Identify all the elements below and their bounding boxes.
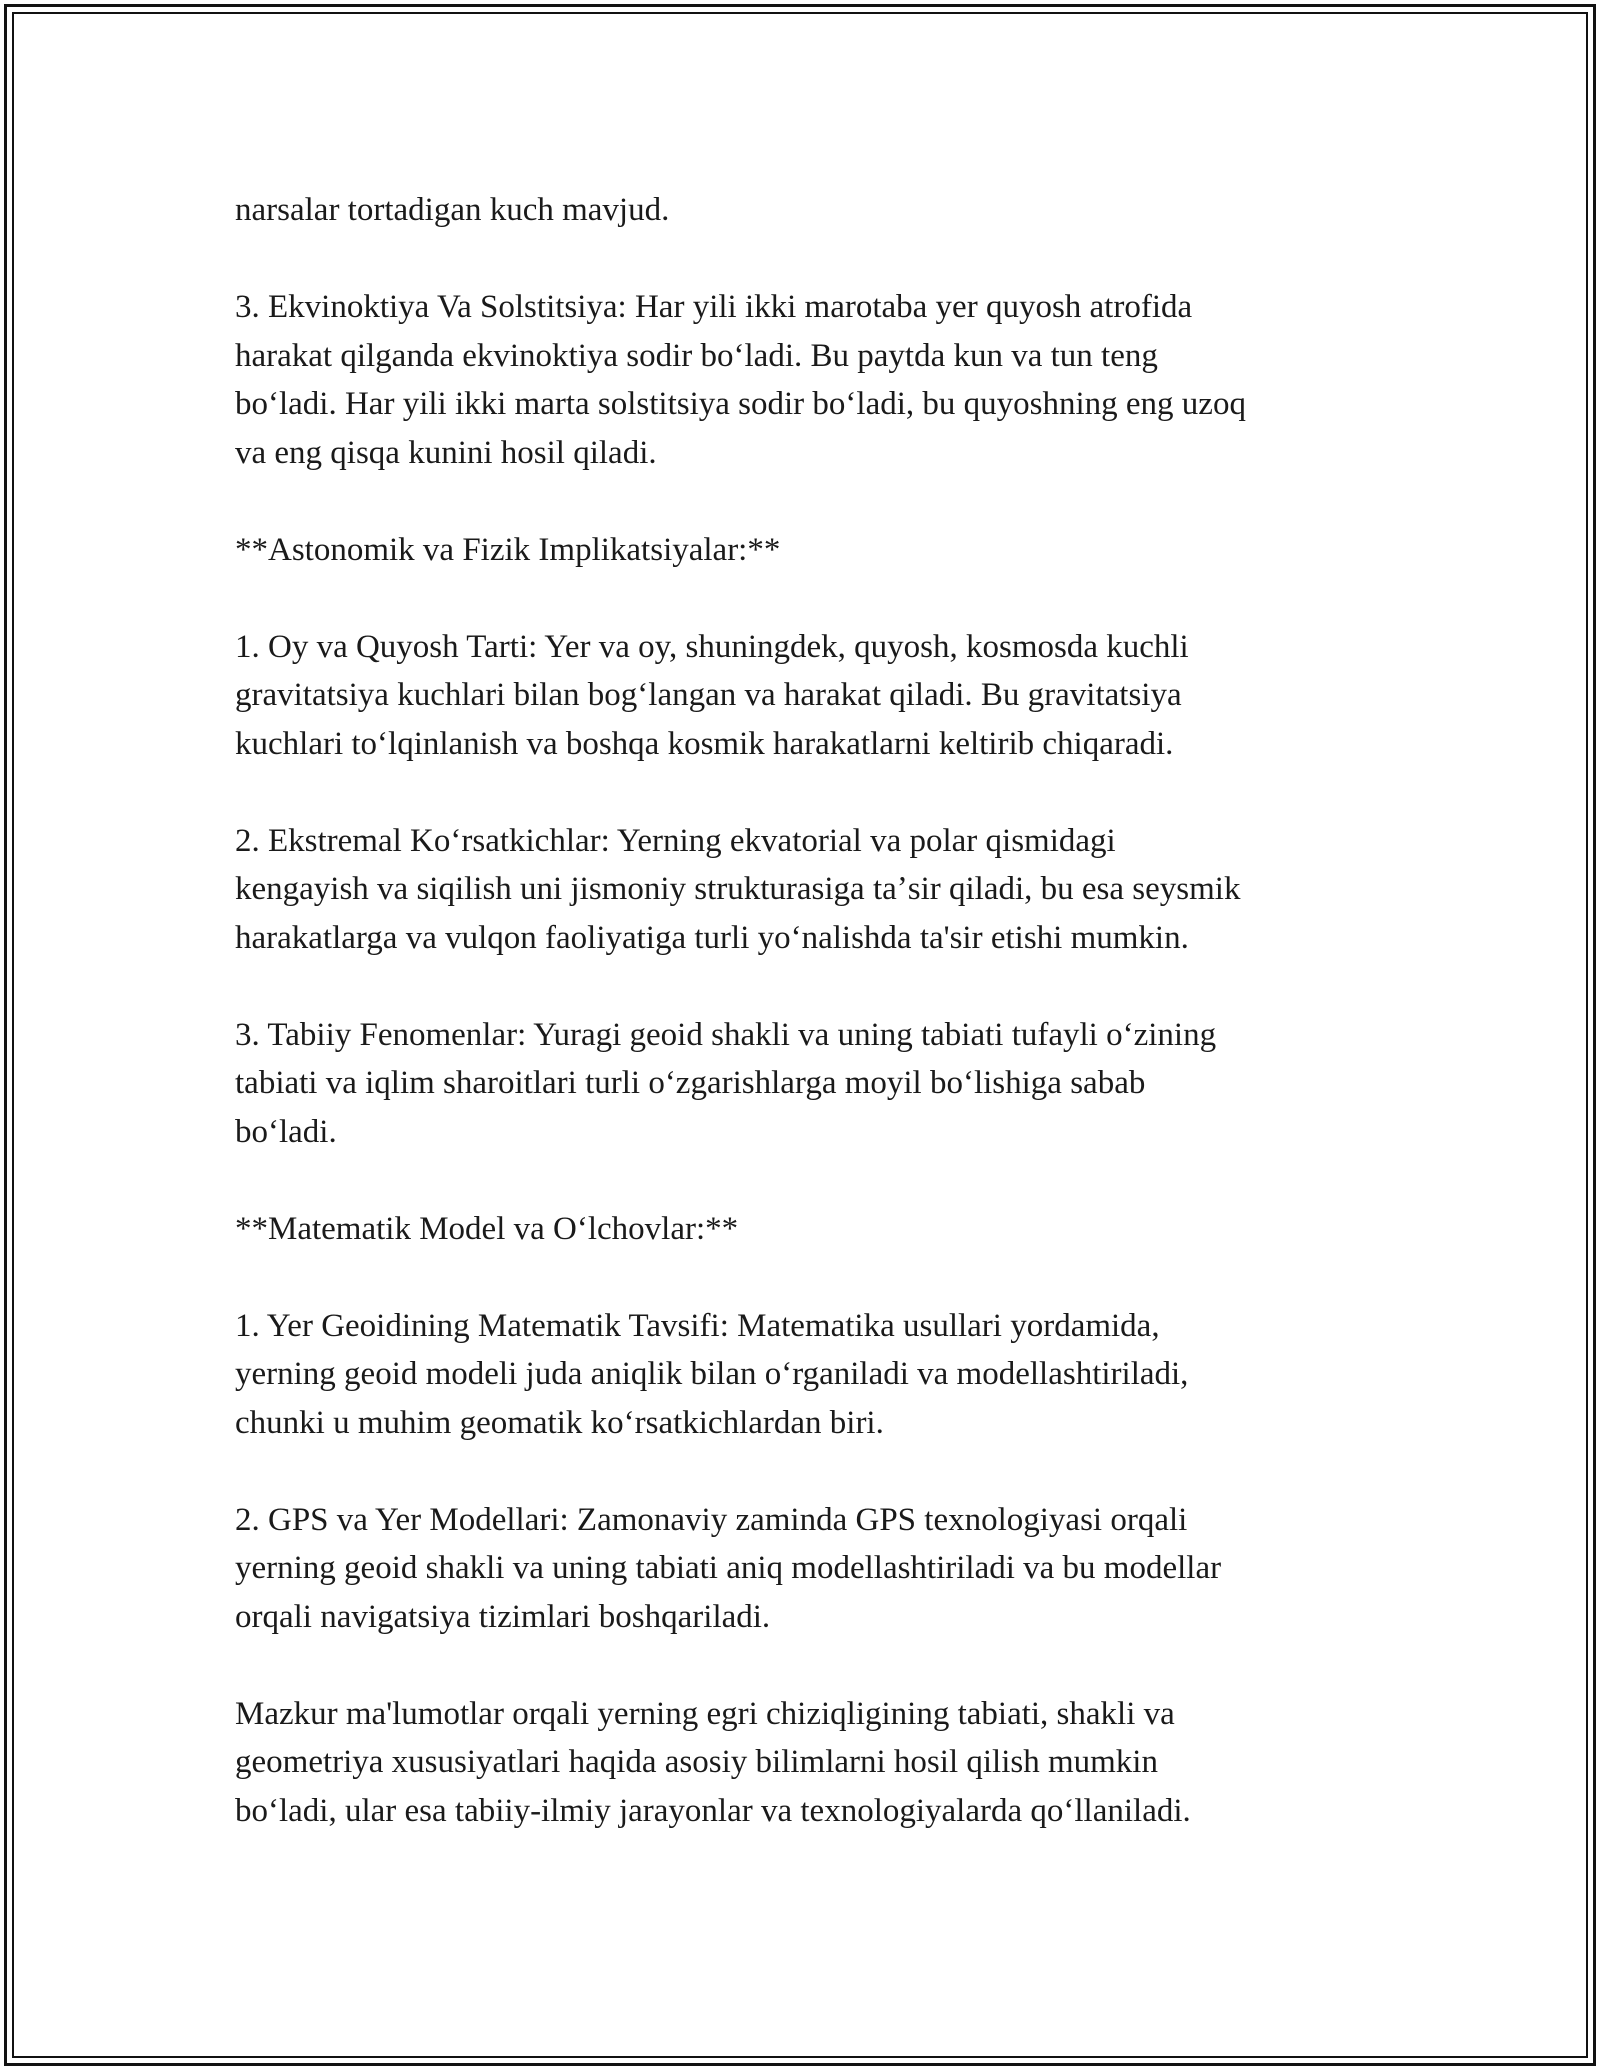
paragraph-gps-models <box>235 1496 1375 1642</box>
paragraph-moon-sun <box>235 623 1375 769</box>
text-line: chunki u muhim geomatik koʻrsatkichlardan biri. <box>235 1404 884 1441</box>
text-line: tabiati va iqlim sharoitlari turli oʻzgarishlarga moyil boʻlishiga sabab <box>235 1065 1146 1101</box>
paragraph-natural-phenomena <box>235 1011 1375 1157</box>
paragraph-continuation <box>235 186 1375 235</box>
section-heading-mathematical <box>235 1205 1375 1254</box>
text-line: orqali navigatsiya tizimlari boshqariladi. <box>235 1598 771 1635</box>
text-line: 2. GPS va Yer Modellari: Zamonaviy zaminda GPS texnologiyasi orqali <box>235 1501 1188 1538</box>
document-body <box>235 186 1375 1884</box>
paragraph-geoid-description <box>235 1302 1375 1448</box>
text-line: 3. Tabiiy Fenomenlar: Yuragi geoid shakli va uning tabiati tufayli oʻzining <box>235 1016 1217 1053</box>
heading-line: **Matematik Model va Oʻlchovlar:** <box>235 1210 739 1247</box>
text-line: 3. Ekvinoktiya Va Solstitsiya: Har yili ikki marotaba yer quyosh atrofida <box>235 289 1193 325</box>
text-line: harakatlarga va vulqon faoliyatiga turli yoʻnalishda ta'sir etishi mumkin. <box>235 919 1189 956</box>
text-line: harakat qilganda ekvinoktiya sodir boʻladi. Bu paytda kun va tun teng <box>235 337 1158 374</box>
text-line: kuchlari toʻlqinlanish va boshqa kosmik harakatlarni keltirib chiqaradi. <box>235 725 1174 762</box>
text-line: narsalar tortadigan kuch mavjud. <box>235 192 670 228</box>
text-line: 1. Yer Geoidining Matematik Tavsifi: Matematika usullari yordamida, <box>235 1307 1160 1344</box>
heading-line: **Astonomik va Fizik Implikatsiyalar:** <box>235 531 781 568</box>
text-line: boʻladi. Har yili ikki marta solstitsiya sodir boʻladi, bu quyoshning eng uzoq <box>235 386 1246 422</box>
text-line: yerning geoid shakli va uning tabiati aniq modellashtiriladi va bu modellar <box>235 1550 1222 1586</box>
text-line: yerning geoid modeli juda aniqlik bilan oʻrganiladi va modellashtiriladi, <box>235 1356 1189 1392</box>
paragraph-equinox-solstice <box>235 283 1375 477</box>
text-line: gravitatsiya kuchlari bilan bogʻlangan va harakat qiladi. Bu gravitatsiya <box>235 677 1182 713</box>
paragraph-conclusion <box>235 1690 1375 1836</box>
text-line: boʻladi, ular esa tabiiy-ilmiy jarayonlar va texnologiyalarda qoʻllaniladi. <box>235 1792 1191 1829</box>
text-line: geometriya xususiyatlari haqida asosiy bilimlarni hosil qilish mumkin <box>235 1744 1158 1780</box>
section-heading-astronomic <box>235 526 1375 575</box>
paragraph-extreme-indicators <box>235 817 1375 963</box>
text-line: Mazkur ma'lumotlar orqali yerning egri chiziqligining tabiati, shakli va <box>235 1695 1175 1732</box>
text-line: va eng qisqa kunini hosil qiladi. <box>235 434 657 471</box>
text-line: 2. Ekstremal Koʻrsatkichlar: Yerning ekvatorial va polar qismidagi <box>235 822 1116 859</box>
text-line: kengayish va siqilish uni jismoniy strukturasiga taʼsir qiladi, bu esa seysmik <box>235 871 1241 907</box>
text-line: 1. Oy va Quyosh Tarti: Yer va oy, shuningdek, quyosh, kosmosda kuchli <box>235 628 1189 665</box>
text-line: boʻladi. <box>235 1113 337 1150</box>
